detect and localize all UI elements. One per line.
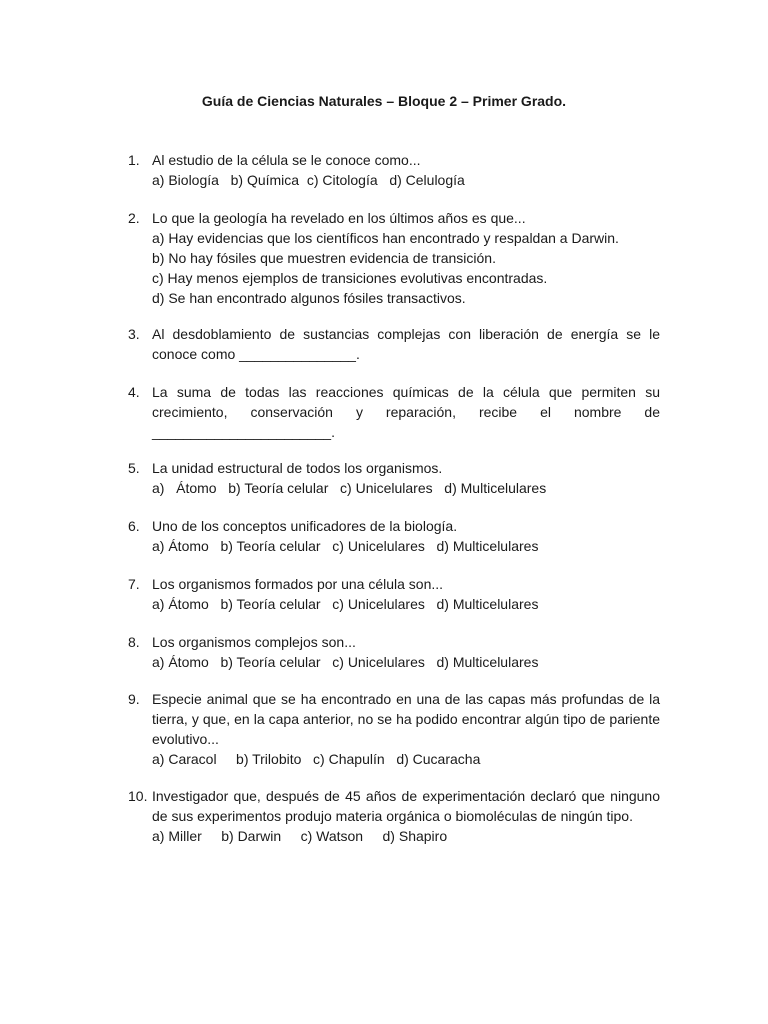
question-text: Uno de los conceptos unificadores de la biología. — [152, 518, 458, 534]
question-number: 9. — [128, 691, 140, 707]
question-text: Lo que la geología ha revelado en los últimos años es que... — [152, 210, 526, 226]
question-number: 5. — [128, 460, 140, 476]
question-4 — [128, 382, 660, 442]
question-number: 8. — [128, 634, 140, 650]
page-title: Guía de Ciencias Naturales – Bloque 2 – Primer Grado. — [201, 93, 567, 109]
option-line-a: a) Hay evidencias que los científicos han encontrado y respaldan a Darwin. — [152, 230, 619, 246]
question-options: a) Átomo b) Teoría celular c) Unicelulares d) Multicelulares — [152, 654, 539, 670]
question-text: La suma de todas las reacciones químicas de la célula que permiten su crecimiento, conservación y reparación, recibe el nombre de _______________________. — [152, 384, 660, 440]
question-options: a) Átomo b) Teoría celular c) Unicelulares d) Multicelulares — [152, 596, 539, 612]
question-text: Los organismos complejos son... — [152, 634, 356, 650]
question-9 — [128, 689, 660, 769]
question-number: 2. — [128, 210, 140, 226]
question-number: 10. — [128, 788, 148, 804]
question-options: a) Átomo b) Teoría celular c) Unicelulares d) Multicelulares — [152, 480, 547, 496]
question-text: Al estudio de la célula se le conoce como... — [152, 152, 421, 168]
question-text: Investigador que, después de 45 años de experimentación declaró que ninguno de sus experimentos produjo materia orgánica o biomoléculas de ningún tipo. — [152, 788, 660, 824]
question-number: 4. — [128, 384, 140, 400]
question-7 — [128, 574, 660, 614]
question-6 — [128, 516, 660, 556]
question-options: a) Caracol b) Trilobito c) Chapulín d) Cucaracha — [152, 751, 481, 767]
option-line-b: b) No hay fósiles que muestren evidencia de transición. — [152, 250, 496, 266]
option-line-d: d) Se han encontrado algunos fósiles transactivos. — [152, 290, 466, 306]
question-number: 3. — [128, 326, 140, 342]
question-2 — [128, 208, 660, 308]
question-options: a) Miller b) Darwin c) Watson d) Shapiro — [152, 828, 448, 844]
question-5 — [128, 458, 660, 498]
question-number: 6. — [128, 518, 140, 534]
question-options: a) Átomo b) Teoría celular c) Unicelulares d) Multicelulares — [152, 538, 539, 554]
question-options: a) Biología b) Química c) Citología d) Celulogía — [152, 172, 465, 188]
question-8 — [128, 632, 660, 672]
option-line-c: c) Hay menos ejemplos de transiciones evolutivas encontradas. — [152, 270, 548, 286]
question-3 — [128, 324, 660, 364]
question-10 — [128, 786, 660, 846]
question-text: Especie animal que se ha encontrado en una de las capas más profundas de la tierra, y que, en la capa anterior, no se ha podido encontrar algún tipo de pariente evolutivo... — [152, 691, 660, 747]
question-text: La unidad estructural de todos los organismos. — [152, 460, 443, 476]
question-number: 7. — [128, 576, 140, 592]
question-number: 1. — [128, 152, 140, 168]
question-text: Los organismos formados por una célula son... — [152, 576, 444, 592]
question-1 — [128, 150, 660, 190]
question-text: Al desdoblamiento de sustancias complejas con liberación de energía se le conoce como _______________. — [152, 326, 660, 362]
